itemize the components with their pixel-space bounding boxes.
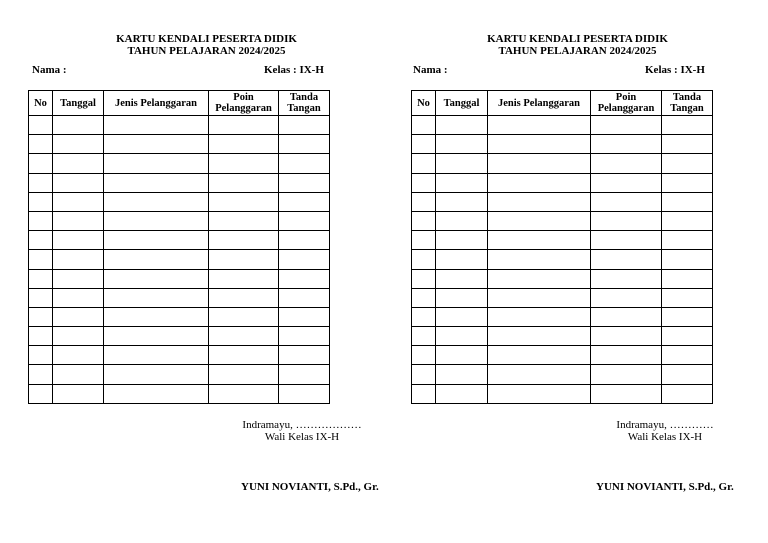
col-header-no: No: [29, 91, 53, 116]
table-cell: [436, 231, 488, 250]
table-cell: [279, 116, 330, 135]
col-header-jenis: Jenis Pelanggaran: [488, 91, 591, 116]
table-cell: [662, 269, 713, 288]
table-cell: [436, 192, 488, 211]
table-cell: [591, 192, 662, 211]
table-cell: [29, 231, 53, 250]
col-header-tanggal: Tanggal: [436, 91, 488, 116]
table-cell: [412, 154, 436, 173]
table-cell: [104, 346, 209, 365]
table-cell: [29, 365, 53, 384]
table-cell: [488, 288, 591, 307]
table-cell: [53, 154, 104, 173]
table-cell: [104, 327, 209, 346]
table-cell: [488, 231, 591, 250]
table-cell: [53, 365, 104, 384]
table-row: [29, 211, 330, 230]
col-header-no: No: [412, 91, 436, 116]
table-cell: [591, 231, 662, 250]
table-cell: [104, 154, 209, 173]
col-header-poin: Poin Pelanggaran: [591, 91, 662, 116]
table-cell: [662, 307, 713, 326]
table-cell: [279, 269, 330, 288]
kelas-label: Kelas : IX-H: [645, 64, 705, 76]
table-cell: [412, 307, 436, 326]
table-cell: [29, 135, 53, 154]
table-cell: [591, 307, 662, 326]
table-cell: [53, 307, 104, 326]
table-row: [412, 365, 713, 384]
table-cell: [412, 384, 436, 403]
table-cell: [53, 346, 104, 365]
table-row: [29, 135, 330, 154]
table-cell: [53, 135, 104, 154]
table-cell: [412, 269, 436, 288]
table-cell: [591, 211, 662, 230]
table-cell: [488, 365, 591, 384]
table-header-row: [29, 91, 330, 116]
table-cell: [209, 365, 279, 384]
table-cell: [209, 192, 279, 211]
table-cell: [436, 307, 488, 326]
table-cell: [53, 250, 104, 269]
table-cell: [279, 346, 330, 365]
table-cell: [279, 154, 330, 173]
table-cell: [436, 269, 488, 288]
table-cell: [591, 116, 662, 135]
table-cell: [209, 384, 279, 403]
table-cell: [104, 307, 209, 326]
table-row: [412, 384, 713, 403]
table-cell: [412, 365, 436, 384]
table-cell: [436, 135, 488, 154]
table-cell: [279, 365, 330, 384]
table-row: [29, 288, 330, 307]
table-row: [412, 288, 713, 307]
table-row: [29, 192, 330, 211]
table-cell: [104, 365, 209, 384]
table-cell: [279, 211, 330, 230]
col-header-tanda: Tanda Tangan: [279, 91, 330, 116]
table-cell: [591, 135, 662, 154]
table-row: [412, 192, 713, 211]
table-cell: [488, 154, 591, 173]
table-row: [29, 307, 330, 326]
table-cell: [591, 384, 662, 403]
table-row: [29, 346, 330, 365]
table-cell: [104, 116, 209, 135]
table-row: [412, 250, 713, 269]
table-cell: [488, 384, 591, 403]
table-cell: [29, 154, 53, 173]
table-cell: [488, 135, 591, 154]
table-cell: [591, 250, 662, 269]
table-row: [412, 116, 713, 135]
col-header-poin: Poin Pelanggaran: [209, 91, 279, 116]
title-line-2: TAHUN PELAJARAN 2024/2025: [127, 45, 286, 57]
table-header-row: [412, 91, 713, 116]
table-cell: [412, 327, 436, 346]
table-cell: [53, 231, 104, 250]
table-cell: [488, 327, 591, 346]
signer-role: Wali Kelas IX-H: [627, 431, 703, 443]
table-cell: [488, 269, 591, 288]
table-cell: [662, 365, 713, 384]
table-body: [412, 116, 713, 404]
col-header-tanggal: Tanggal: [53, 91, 104, 116]
table-cell: [104, 192, 209, 211]
table-cell: [436, 346, 488, 365]
table-row: [29, 250, 330, 269]
table-cell: [104, 384, 209, 403]
table-cell: [209, 211, 279, 230]
table-cell: [209, 327, 279, 346]
table-cell: [436, 384, 488, 403]
table-cell: [29, 211, 53, 230]
table-row: [412, 269, 713, 288]
violation-table: [411, 90, 713, 404]
place-date: Indramayu, …………: [616, 419, 714, 431]
table-cell: [104, 211, 209, 230]
table-cell: [436, 116, 488, 135]
table-row: [29, 384, 330, 403]
table-cell: [662, 346, 713, 365]
table-cell: [412, 288, 436, 307]
table-cell: [436, 288, 488, 307]
table-cell: [412, 116, 436, 135]
signer-name: YUNI NOVIANTI, S.Pd., Gr.: [241, 481, 379, 493]
table-cell: [488, 173, 591, 192]
table-row: [412, 231, 713, 250]
table-row: [412, 135, 713, 154]
table-row: [412, 173, 713, 192]
table-cell: [591, 154, 662, 173]
table-cell: [279, 384, 330, 403]
table-cell: [104, 135, 209, 154]
table-cell: [29, 384, 53, 403]
kelas-label: Kelas : IX-H: [264, 64, 324, 76]
table-row: [412, 346, 713, 365]
table-cell: [412, 211, 436, 230]
table-cell: [104, 231, 209, 250]
nama-label: Nama :: [32, 64, 67, 76]
table-cell: [662, 288, 713, 307]
table-cell: [591, 346, 662, 365]
table-cell: [279, 192, 330, 211]
title-line-2: TAHUN PELAJARAN 2024/2025: [498, 45, 657, 57]
table-cell: [662, 384, 713, 403]
table-cell: [412, 135, 436, 154]
table-cell: [662, 154, 713, 173]
table-row: [29, 231, 330, 250]
card-title: [104, 33, 309, 57]
table-cell: [209, 269, 279, 288]
table-row: [29, 269, 330, 288]
table-cell: [591, 269, 662, 288]
table-cell: [209, 288, 279, 307]
table-cell: [662, 173, 713, 192]
table-cell: [279, 288, 330, 307]
table-cell: [412, 231, 436, 250]
table-cell: [488, 116, 591, 135]
table-cell: [53, 384, 104, 403]
table-row: [29, 327, 330, 346]
table-cell: [412, 346, 436, 365]
table-cell: [279, 135, 330, 154]
table-cell: [209, 154, 279, 173]
table-cell: [279, 231, 330, 250]
table-cell: [591, 173, 662, 192]
table-cell: [662, 231, 713, 250]
table-cell: [104, 250, 209, 269]
table-cell: [662, 211, 713, 230]
violation-table: [28, 90, 330, 404]
table-cell: [488, 307, 591, 326]
table-row: [29, 173, 330, 192]
table-cell: [104, 173, 209, 192]
table-cell: [29, 116, 53, 135]
table-cell: [209, 346, 279, 365]
table-cell: [662, 250, 713, 269]
table-cell: [436, 154, 488, 173]
table-cell: [488, 211, 591, 230]
table-cell: [436, 173, 488, 192]
table-cell: [436, 250, 488, 269]
table-cell: [209, 173, 279, 192]
table-body: [29, 116, 330, 404]
nama-label: Nama :: [413, 64, 448, 76]
table-cell: [29, 327, 53, 346]
table-cell: [53, 192, 104, 211]
table-cell: [279, 250, 330, 269]
table-cell: [209, 135, 279, 154]
title-line-1: KARTU KENDALI PESERTA DIDIK: [116, 33, 297, 45]
table-cell: [488, 192, 591, 211]
table-row: [412, 327, 713, 346]
table-cell: [209, 250, 279, 269]
card-title: [475, 33, 680, 57]
table-cell: [53, 116, 104, 135]
title-line-1: KARTU KENDALI PESERTA DIDIK: [487, 33, 668, 45]
table-row: [29, 116, 330, 135]
table-cell: [29, 269, 53, 288]
table-cell: [29, 307, 53, 326]
signer-role: Wali Kelas IX-H: [264, 431, 340, 443]
col-header-tanda: Tanda Tangan: [662, 91, 713, 116]
col-header-jenis: Jenis Pelanggaran: [104, 91, 209, 116]
table-cell: [436, 327, 488, 346]
table-cell: [436, 211, 488, 230]
table-cell: [412, 192, 436, 211]
table-cell: [279, 173, 330, 192]
table-row: [29, 365, 330, 384]
table-cell: [53, 269, 104, 288]
table-cell: [29, 346, 53, 365]
table-cell: [412, 173, 436, 192]
table-cell: [662, 135, 713, 154]
table-cell: [662, 116, 713, 135]
table-cell: [53, 173, 104, 192]
table-cell: [53, 211, 104, 230]
table-cell: [209, 231, 279, 250]
signature-block: [595, 419, 735, 443]
table-row: [412, 307, 713, 326]
table-cell: [488, 250, 591, 269]
table-cell: [279, 327, 330, 346]
table-cell: [591, 365, 662, 384]
control-card-right: [384, 0, 768, 543]
table-cell: [662, 192, 713, 211]
place-date: Indramayu, ………………: [242, 419, 362, 431]
table-cell: [488, 346, 591, 365]
table-row: [412, 154, 713, 173]
table-cell: [29, 250, 53, 269]
table-cell: [53, 327, 104, 346]
table-cell: [209, 307, 279, 326]
table-cell: [104, 288, 209, 307]
table-cell: [412, 250, 436, 269]
table-cell: [436, 365, 488, 384]
signer-name: YUNI NOVIANTI, S.Pd., Gr.: [596, 481, 734, 493]
table-cell: [209, 116, 279, 135]
table-cell: [662, 327, 713, 346]
table-cell: [29, 288, 53, 307]
table-cell: [104, 269, 209, 288]
table-row: [412, 211, 713, 230]
table-cell: [591, 288, 662, 307]
table-cell: [29, 192, 53, 211]
table-cell: [279, 307, 330, 326]
table-cell: [53, 288, 104, 307]
signature-block: [232, 419, 372, 443]
table-cell: [29, 173, 53, 192]
table-row: [29, 154, 330, 173]
table-cell: [591, 327, 662, 346]
